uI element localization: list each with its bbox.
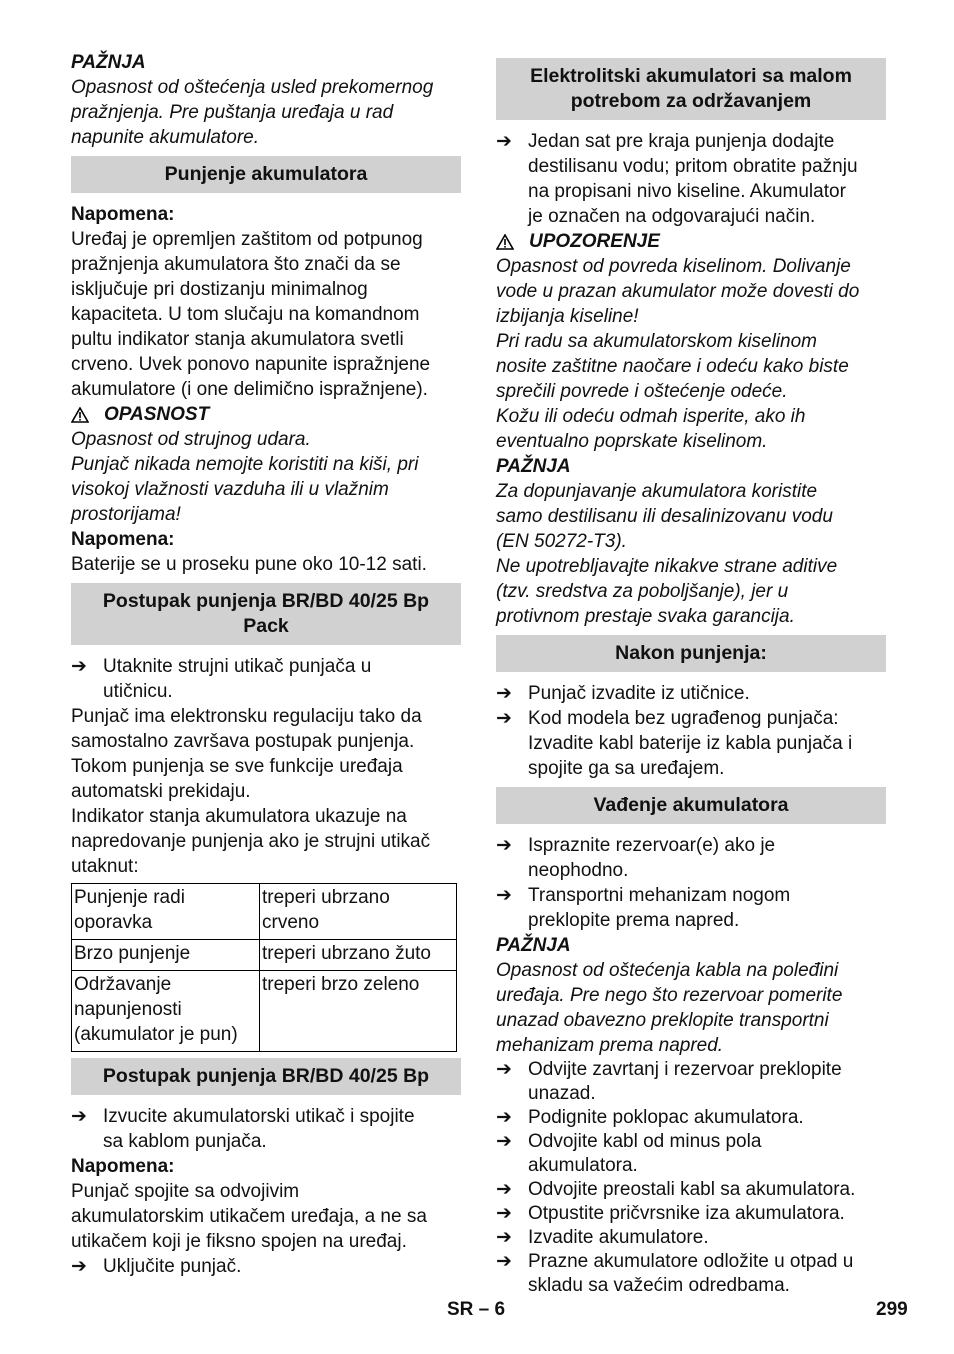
- step-line: destilisanu vodu; pritom obratite pažnju: [528, 156, 858, 177]
- section-heading-after-charging: Nakon punjenja:: [496, 635, 886, 672]
- instruction-step: [496, 681, 886, 706]
- section-heading-charging: Punjenje akumulatora: [71, 156, 461, 193]
- table-cell-mode: [72, 971, 260, 1052]
- note-line: isključuje pri dostizanju minimalnog: [71, 279, 368, 300]
- napomena-note: [71, 1154, 461, 1254]
- body-line: Indikator stanja akumulatora ukazuje na: [71, 806, 407, 827]
- table-cell-mode: [72, 884, 260, 940]
- heading-line: Elektrolitski akumulatori sa malom: [530, 65, 852, 87]
- paznja-label: PAŽNJA: [496, 935, 571, 956]
- paznja-line: uređaja. Pre nego što rezervoar pomerite: [496, 985, 843, 1006]
- body-paragraph: [71, 704, 461, 879]
- step-line: Izvadite kabl baterije iz kabla punjača i: [528, 733, 853, 754]
- warning-line: Opasnost od strujnog udara.: [71, 429, 311, 450]
- left-column: [71, 50, 461, 1279]
- body-line: napredovanje punjenja ako je strujni utikač: [71, 831, 431, 852]
- step-line: skladu sa važećim odredbama.: [528, 1275, 790, 1296]
- instruction-step: [71, 1254, 461, 1279]
- paznja-line: Ne upotrebljavajte nikakve strane aditive: [496, 556, 838, 577]
- table-cell-mode: [72, 940, 260, 971]
- step-line: Utaknite strujni utikač punjača u: [103, 656, 372, 677]
- step-line: preklopite prema napred.: [528, 910, 740, 931]
- arrow-right-icon: ➔: [71, 656, 87, 677]
- body-line: automatski prekidaju.: [71, 781, 251, 802]
- step-line: Izvucite akumulatorski utikač i spojite: [103, 1106, 415, 1127]
- cell-line: treperi ubrzano: [262, 887, 390, 908]
- step-line: Prazne akumulatore odložite u otpad u: [528, 1251, 854, 1272]
- heading-line: potrebom za održavanjem: [570, 90, 812, 112]
- arrow-right-icon: ➔: [496, 1251, 512, 1272]
- table-row: [72, 940, 457, 971]
- paznja-line: napunite akumulatore.: [71, 127, 260, 148]
- body-line: Punjač ima elektronsku regulaciju tako da: [71, 706, 422, 727]
- instruction-step: [496, 1226, 886, 1250]
- step-line: Izvadite akumulatore.: [528, 1227, 709, 1248]
- cell-line: Održavanje: [74, 974, 172, 995]
- arrow-right-icon: ➔: [496, 835, 512, 856]
- warning-triangle-icon: [496, 234, 514, 250]
- arrow-right-icon: ➔: [496, 1131, 512, 1152]
- warning-line: Kožu ili odeću odmah isperite, ako ih: [496, 406, 806, 427]
- upozorenje-warning: [496, 229, 886, 454]
- note-line: pultu indikator stanja akumulatora svetli: [71, 329, 404, 350]
- paznja-line: Za dopunjavanje akumulatora koristite: [496, 481, 818, 502]
- step-line: Transportni mehanizam nogom: [528, 885, 791, 906]
- step-line: akumulatora.: [528, 1155, 638, 1176]
- step-line: na propisani nivo kiseline. Akumulator: [528, 181, 846, 202]
- arrow-right-icon: ➔: [71, 1106, 87, 1127]
- footer-section-label: SR – 6: [447, 1299, 506, 1320]
- arrow-right-icon: ➔: [496, 1203, 512, 1224]
- section-heading-charging-bp: Postupak punjenja BR/BD 40/25 Bp: [71, 1058, 461, 1095]
- warning-line: Punjač nikada nemojte koristiti na kiši, pri: [71, 454, 419, 475]
- section-heading-charging-pack: [71, 583, 461, 645]
- cell-line: (akumulator je pun): [74, 1024, 238, 1045]
- paznja-line: Opasnost od oštećenja kabla na poleđini: [496, 960, 839, 981]
- warning-line: visokoj vlažnosti vazduha ili u vlažnim: [71, 479, 389, 500]
- warning-line: prostorijama!: [71, 504, 181, 525]
- paznja-line: samo destilisanu ili desalinizovanu vodu: [496, 506, 833, 527]
- arrow-right-icon: ➔: [71, 1256, 87, 1277]
- instruction-step: [71, 654, 461, 704]
- paznja-notice: [71, 50, 461, 150]
- arrow-right-icon: ➔: [496, 885, 512, 906]
- step-line: Uključite punjač.: [103, 1256, 242, 1277]
- step-line: Punjač izvadite iz utičnice.: [528, 683, 750, 704]
- section-heading-remove-battery: Vađenje akumulatora: [496, 787, 886, 824]
- note-line: crveno. Uvek ponovo napunite ispražnjene: [71, 354, 431, 375]
- cell-line: Brzo punjenje: [74, 943, 191, 964]
- cell-line: treperi ubrzano žuto: [262, 943, 431, 964]
- paznja-line: Opasnost od oštećenja usled prekomernog: [71, 77, 434, 98]
- page-number: 299: [876, 1299, 908, 1320]
- step-line: je označen na odgovarajući način.: [528, 206, 816, 227]
- body-line: samostalno završava postupak punjenja.: [71, 731, 415, 752]
- warning-line: eventualno poprskate kiselinom.: [496, 431, 768, 452]
- note-line: akumulatore (i one delimično ispražnjene).: [71, 379, 428, 400]
- step-line: sa kablom punjača.: [103, 1131, 267, 1152]
- step-line: Ispraznite rezervoar(e) ako je: [528, 835, 776, 856]
- warning-line: izbijanja kiseline!: [496, 306, 639, 327]
- charging-status-table: [71, 883, 457, 1052]
- napomena-label: Napomena:: [71, 204, 175, 225]
- table-cell-status: [260, 884, 457, 940]
- step-line: utičnicu.: [103, 681, 173, 702]
- arrow-right-icon: ➔: [496, 1179, 512, 1200]
- heading-line: Pack: [243, 615, 289, 637]
- section-heading-electrolyte: [496, 58, 886, 120]
- warning-line: nosite zaštitne naočare i odeću kako biste: [496, 356, 849, 377]
- step-line: neophodno.: [528, 860, 629, 881]
- paznja-line: mehanizam prema napred.: [496, 1035, 724, 1056]
- table-cell-status: [260, 971, 457, 1052]
- note-line: pražnjenja akumulatora što znači da se: [71, 254, 401, 275]
- instruction-step: [496, 706, 886, 781]
- arrow-right-icon: ➔: [496, 1059, 512, 1080]
- body-line: Tokom punjenja se sve funkcije uređaja: [71, 756, 403, 777]
- table-row: [72, 884, 457, 940]
- step-line: Podignite poklopac akumulatora.: [528, 1107, 804, 1128]
- warning-line: Opasnost od povreda kiselinom. Dolivanje: [496, 256, 851, 277]
- paznja-line: protivnom prestaje svaka garancija.: [496, 606, 795, 627]
- paznja-notice: [496, 454, 886, 629]
- paznja-line: pražnjenja. Pre puštanja uređaja u rad: [71, 102, 394, 123]
- warning-line: sprečili povrede i oštećenje odeće.: [496, 381, 788, 402]
- upozorenje-label: UPOZORENJE: [529, 231, 660, 252]
- paznja-label: PAŽNJA: [71, 52, 146, 73]
- step-line: spojite ga sa uređajem.: [528, 758, 725, 779]
- instruction-step: [496, 1250, 886, 1298]
- arrow-right-icon: ➔: [496, 708, 512, 729]
- paznja-line: unazad obavezno preklopite transportni: [496, 1010, 829, 1031]
- note-line: utikačem koji je fiksno spojen na uređaj.: [71, 1231, 407, 1252]
- step-line: Odvojite kabl od minus pola: [528, 1131, 762, 1152]
- arrow-right-icon: ➔: [496, 683, 512, 704]
- note-line: kapaciteta. U tom slučaju na komandnom: [71, 304, 420, 325]
- instruction-step: [71, 1104, 461, 1154]
- instruction-step: [496, 833, 886, 883]
- warning-triangle-icon: [71, 407, 89, 423]
- step-line: Odvojite preostali kabl sa akumulatora.: [528, 1179, 856, 1200]
- paznja-line: (EN 50272-T3).: [496, 531, 627, 552]
- heading-line: Postupak punjenja BR/BD 40/25 Bp: [102, 590, 430, 612]
- napomena-note: [71, 202, 461, 402]
- paznja-line: (tzv. sredstva za poboljšanje), jer u: [496, 581, 789, 602]
- napomena-label: Napomena:: [71, 1156, 175, 1177]
- note-line: Uređaj je opremljen zaštitom od potpunog: [71, 229, 423, 250]
- opasnost-label: OPASNOST: [104, 404, 210, 425]
- warning-line: vode u prazan akumulator može dovesti do: [496, 281, 860, 302]
- cell-line: treperi brzo zeleno: [262, 974, 420, 995]
- step-line: Otpustite pričvrsnike iza akumulatora.: [528, 1203, 845, 1224]
- instruction-step: [496, 883, 886, 933]
- table-row: [72, 971, 457, 1052]
- note-line: Punjač spojite sa odvojivim: [71, 1181, 300, 1202]
- instruction-step: [496, 129, 886, 229]
- warning-line: Pri radu sa akumulatorskom kiselinom: [496, 331, 818, 352]
- note-line: akumulatorskim utikačem uređaja, a ne sa: [71, 1206, 427, 1227]
- arrow-right-icon: ➔: [496, 1227, 512, 1248]
- napomena-label: Napomena:: [71, 529, 175, 550]
- cell-line: crveno: [262, 912, 320, 933]
- cell-line: napunjenosti: [74, 999, 182, 1020]
- arrow-right-icon: ➔: [496, 1107, 512, 1128]
- instruction-step: [496, 1202, 886, 1226]
- paznja-label: PAŽNJA: [496, 456, 571, 477]
- cell-line: oporavka: [74, 912, 153, 933]
- step-line: unazad.: [528, 1083, 596, 1104]
- note-line: Baterije se u proseku pune oko 10-12 sati.: [71, 554, 427, 575]
- step-line: Odvijte zavrtanj i rezervoar preklopite: [528, 1059, 842, 1080]
- step-line: Kod modela bez ugrađenog punjača:: [528, 708, 839, 729]
- opasnost-warning: [71, 402, 461, 527]
- body-line: utaknut:: [71, 856, 139, 877]
- instruction-step: [496, 1058, 886, 1106]
- instruction-step: [496, 1106, 886, 1130]
- napomena-note: [71, 527, 461, 577]
- paznja-notice: [496, 933, 886, 1058]
- table-cell-status: [260, 940, 457, 971]
- arrow-right-icon: ➔: [496, 131, 512, 152]
- instruction-step: [496, 1130, 886, 1178]
- step-line: Jedan sat pre kraja punjenja dodajte: [528, 131, 835, 152]
- right-column: [496, 50, 886, 1298]
- instruction-step: [496, 1178, 886, 1202]
- cell-line: Punjenje radi: [74, 887, 185, 908]
